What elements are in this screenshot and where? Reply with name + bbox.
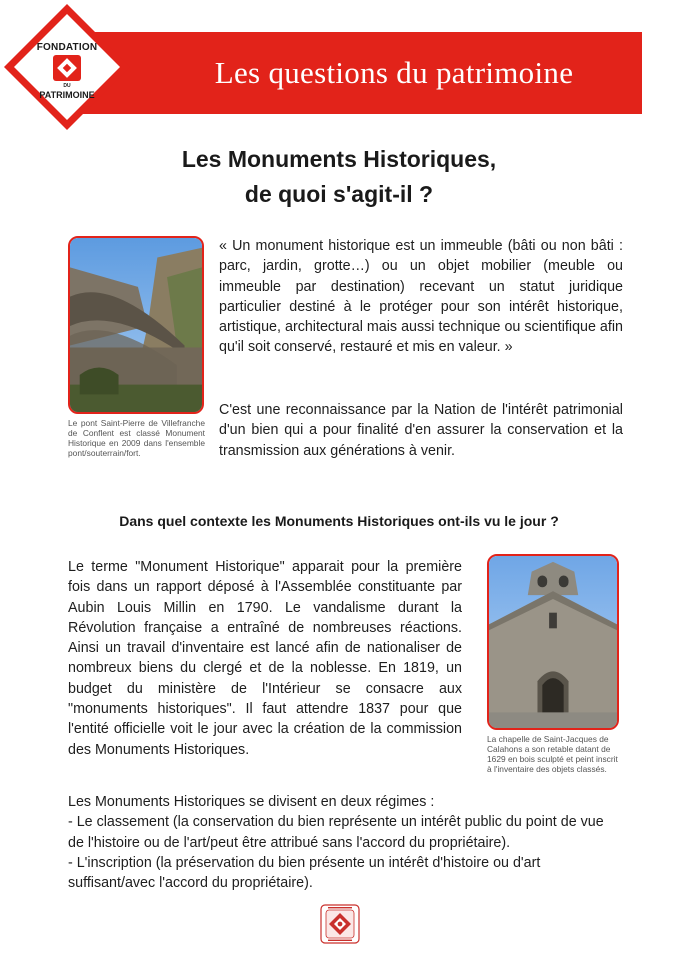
page-title-line-1: Les Monuments Historiques,	[181, 146, 497, 172]
definition-quote: « Un monument historique est un immeuble (bâti ou non bâti : parc, jardin, grotte…) ou un objet mobilier (meuble ou immeuble par destination) recevant un statut juridique particulier destiné à le protéger pour son intérêt historique, artistique, architectural mais aussi technique ou scientifique afin qu'il soit conservé, restauré et mis en valeur. »	[219, 238, 623, 356]
recognition-paragraph: C'est une reconnaissance par la Nation de l'intérêt patrimonial d'un bien qui a pour finalité d'en assurer la conservation et la transmission aux générations à venir.	[219, 402, 623, 459]
chapel-photo-caption: La chapelle de Saint-Jacques de Calahons a son retable datant de 1629 en bois sculpté et peint inscrit à l'inventaire des objets classés.	[487, 734, 618, 774]
context-heading: Dans quel contexte les Monuments Historiques ont-ils vu le jour ?	[119, 513, 559, 529]
regimes-intro: Les Monuments Historiques se divisent en deux régimes :	[68, 794, 435, 810]
page-title-line-2: de quoi s'agit-il ?	[244, 181, 434, 207]
chapel-photo	[487, 554, 619, 730]
context-paragraph: Le terme "Monument Historique" apparait pour la première fois dans un rapport déposé à l'Assemblée constituante par Aubin Louis Millin en 1790. Le vandalisme durant la Révolution française a entraîné de nombreuses réactions. Ainsi un travail d'inventaire est lancé afin de nationaliser de nombreux biens du clergé et de la noblesse. En 1819, un budget du ministère de l'Intérieur se consacre aux "monuments historiques". Il faut attendre 1837 pour que l'entité officielle voit le jour avec la création de la commission des Monuments Historiques.	[68, 559, 462, 758]
bridge-photo-caption: Le pont Saint-Pierre de Villefranche de Conflent est classé Monument Historique en 2009 dans l'ensemble pont/souterrain/fort.	[68, 418, 205, 458]
logo-text-fondation: FONDATION	[36, 42, 98, 53]
bridge-photo	[68, 236, 204, 414]
monuments-historiques-logo	[320, 904, 360, 944]
fondation-patrimoine-logo	[0, 0, 134, 134]
header-banner	[66, 32, 642, 114]
regime-classement: - Le classement (la conservation du bien représente un intérêt public du point de vue de l'histoire ou de l'art/peut être attribué sans l'accord du propriétaire).	[68, 814, 604, 851]
banner-title: Les questions du patrimoine	[214, 55, 574, 90]
page-title	[0, 142, 678, 212]
regimes-list	[68, 792, 623, 893]
logo-text-du: DU	[63, 83, 71, 89]
logo-text-patrimoine: PATRIMOINE	[39, 90, 95, 100]
regime-inscription: - L'inscription (la préservation du bien présente un intérêt d'histoire ou d'art suffisant/avec l'accord du propriétaire).	[68, 854, 541, 892]
